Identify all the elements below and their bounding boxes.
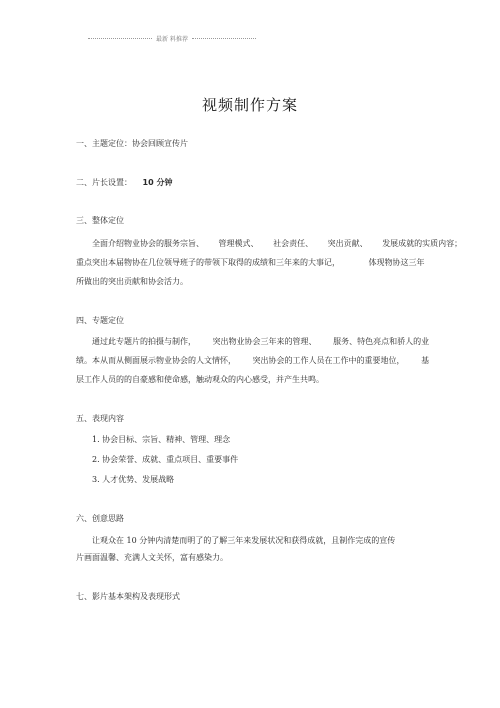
section-1-heading: 一、主题定位：协会回顾宣传片: [76, 139, 188, 148]
section-6-line-2: 片画面温馨、充满人文关怀，富有感染力。: [76, 553, 228, 562]
section-3-line-2: [76, 258, 425, 268]
section-2-label: 二、片长设置：: [76, 178, 132, 187]
section-3-heading: 三、整体定位: [76, 216, 124, 225]
header-rule-right: [192, 38, 256, 39]
s4-l1-part-a: 通过此专题片的拍摄与制作，: [92, 337, 196, 346]
section-6-line-1: 让观众在 10 分钟内清楚而明了的了解三年来发展状况和获得成就，且制作完成的宣传: [92, 536, 396, 545]
section-5-heading: 五、表现内容: [76, 414, 124, 423]
section-4-heading: 四、专题定位: [76, 316, 124, 325]
section-3-line-3: 所做出的突出贡献和协会活力。: [76, 277, 188, 286]
s4-l2-part-c: 基: [421, 356, 430, 365]
s4-l1-part-c: 服务、特色亮点和骄人的业: [333, 337, 430, 346]
section-4-line-2: [76, 356, 429, 366]
section-3-line-1: [92, 239, 462, 249]
s4-l2-part-b: 突出协会的工作人员在工作中的重要地位，: [252, 356, 405, 365]
header-tag: 最新 料推荐: [156, 36, 188, 43]
section-2-value: 10 分钟: [142, 178, 173, 187]
section-6-heading: 六、创意思路: [76, 514, 124, 523]
header-rule-left: [88, 38, 152, 39]
page-header: [88, 34, 256, 43]
s3-l1-part-a: 全面介绍物业协会的服务宗旨、: [92, 239, 204, 248]
section-5-item-2: 2. 协会荣誉、成就、重点项目、重要事件: [92, 455, 239, 464]
section-5-item-1: 1. 协会目标、宗旨、精神、管理、理念: [92, 435, 231, 444]
document-title: 视频制作方案: [201, 96, 298, 114]
s4-l2-part-a: 绩。本从而从侧面展示物业协会的人文情怀，: [76, 356, 236, 365]
s3-l2-part-a: 重点突出本届物协在几位领导班子的带领下取得的成绩和三年来的大事记，: [76, 258, 340, 267]
section-5-item-3: 3. 人才优势、发展战略: [92, 475, 175, 484]
section-4-line-1: [92, 337, 429, 347]
s3-l1-part-c: 社会责任、: [273, 239, 314, 248]
section-4-line-3: 层工作人员的的自豪感和使命感，触动观众的内心感受，并产生共鸣。: [76, 375, 324, 384]
s3-l1-part-b: 管理模式、: [218, 239, 259, 248]
s3-l2-part-b: 体现物协这三年: [368, 258, 425, 267]
section-2-heading: [76, 178, 172, 188]
s3-l1-part-e: 发展成就的实质内容；: [382, 239, 463, 248]
s3-l1-part-d: 突出贡献、: [327, 239, 368, 248]
s4-l1-part-b: 突出物业协会三年来的管理、: [212, 337, 317, 346]
section-7-heading: 七、影片基本架构及表现形式: [76, 592, 180, 601]
